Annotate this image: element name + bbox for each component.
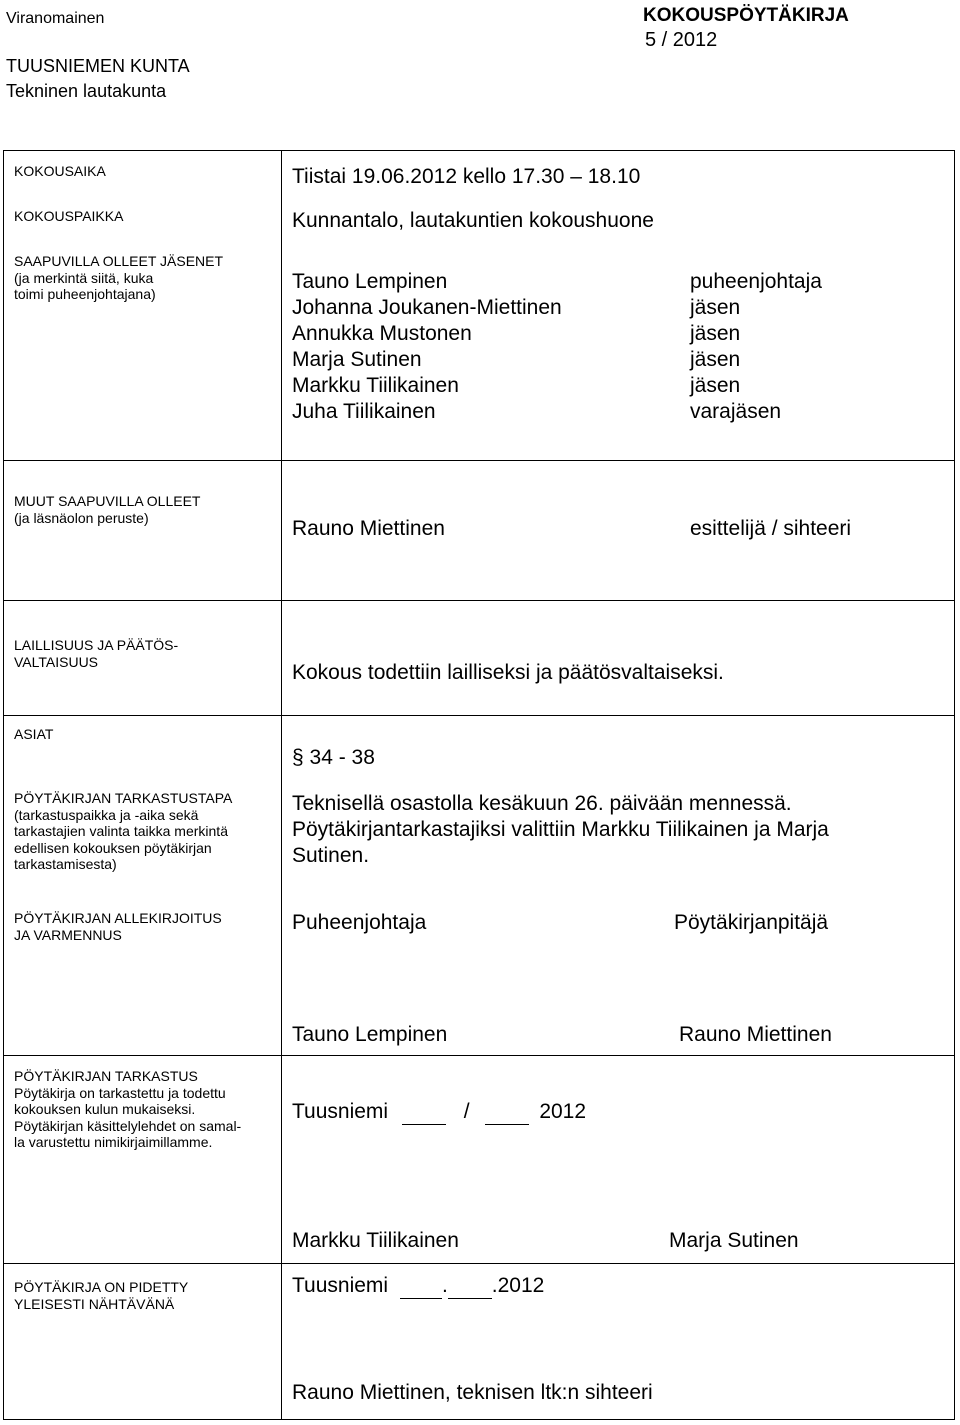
blank-day-field	[400, 1276, 442, 1299]
inspector-2-name: Marja Sutinen	[669, 1229, 799, 1252]
inspection-label: PÖYTÄKIRJAN TARKASTUS Pöytäkirja on tarkastettu ja todettu kokouksen kulun mukaiseksi. Pöytäkirjan käsittelylehdet on samal- la varustettu nimikirjaimillamme.	[14, 1068, 242, 1150]
public-place: Tuusniemi	[292, 1274, 389, 1297]
public-display-date	[292, 1273, 544, 1299]
secretary-name: Rauno Miettinen	[679, 1023, 832, 1046]
legality-value: Kokous todettiin lailliseksi ja päätösvaltaiseksi.	[292, 661, 724, 684]
public-signer: Rauno Miettinen, teknisen ltk:n sihteeri	[292, 1381, 653, 1404]
document-number: 5 / 2012	[645, 29, 718, 51]
inspection-place: Tuusniemi	[292, 1100, 389, 1123]
others-label: MUUT SAAPUVILLA OLLEET (ja läsnäolon peruste)	[14, 493, 201, 526]
chair-title: Puheenjohtaja	[292, 911, 427, 934]
row-divider	[3, 600, 955, 601]
public-year: .2012	[491, 1274, 545, 1297]
member-name: Tauno Lempinen	[292, 270, 448, 293]
row-divider	[3, 1055, 955, 1056]
inspector-1-name: Markku Tiilikainen	[292, 1229, 459, 1252]
board-name: Tekninen lautakunta	[6, 81, 167, 101]
members-label: SAAPUVILLA OLLEET JÄSENET (ja merkintä siitä, kuka toimi puheenjohtajana)	[14, 253, 224, 302]
inspection-method-label: PÖYTÄKIRJAN TARKASTUSTAPA (tarkastuspaikka ja -aika sekä tarkastajien valinta taikka merkintä edellisen kokouksen pöytäkirjan tarkastamisesta)	[14, 790, 233, 872]
others-role: esittelijä / sihteeri	[690, 517, 852, 540]
date-separator: /	[463, 1100, 470, 1123]
member-role: puheenjohtaja	[690, 270, 822, 293]
inspection-method-value: Teknisellä osastolla kesäkuun 26. päivään mennessä. Pöytäkirjantarkastajiksi valittiin Markku Tiilikainen ja Marja Sutinen.	[292, 792, 829, 867]
row-divider	[3, 1263, 955, 1264]
meeting-time-value: Tiistai 19.06.2012 kello 17.30 – 18.10	[292, 165, 641, 188]
row-divider	[3, 715, 955, 716]
meeting-place-value: Kunnantalo, lautakuntien kokoushuone	[292, 209, 654, 232]
blank-month-field	[448, 1276, 492, 1299]
meeting-time-label: KOKOUSAIKA	[14, 163, 106, 179]
inspection-date	[292, 1099, 586, 1125]
member-roles	[690, 269, 822, 425]
member-role: jäsen	[690, 296, 741, 319]
member-role: jäsen	[690, 348, 741, 371]
publisher-label: Viranomainen	[6, 10, 105, 27]
member-name: Annukka Mustonen	[292, 322, 472, 345]
member-name: Markku Tiilikainen	[292, 374, 459, 397]
member-role: jäsen	[690, 322, 741, 345]
member-role: jäsen	[690, 374, 741, 397]
member-role: varajäsen	[690, 400, 782, 423]
others-name: Rauno Miettinen	[292, 517, 445, 540]
row-divider	[3, 460, 955, 461]
meeting-place-label: KOKOUSPAIKKA	[14, 208, 124, 224]
secretary-title: Pöytäkirjanpitäjä	[674, 911, 829, 934]
date-dot: .	[441, 1274, 448, 1297]
member-names	[292, 269, 562, 425]
signatures-label: PÖYTÄKIRJAN ALLEKIRJOITUS JA VARMENNUS	[14, 910, 222, 943]
legality-label: LAILLISUUS JA PÄÄTÖS- VALTAISUUS	[14, 637, 179, 670]
inspection-year: 2012	[539, 1100, 587, 1123]
blank-day-field	[402, 1102, 446, 1125]
member-name: Marja Sutinen	[292, 348, 422, 371]
column-divider	[281, 150, 282, 1420]
municipality-name: TUUSNIEMEN KUNTA	[6, 56, 190, 76]
member-name: Juha Tiilikainen	[292, 400, 436, 423]
matters-label: ASIAT	[14, 726, 54, 742]
matters-value: § 34 - 38	[292, 746, 375, 769]
blank-month-field	[485, 1102, 529, 1125]
member-name: Johanna Joukanen-Miettinen	[292, 296, 562, 319]
public-display-label: PÖYTÄKIRJA ON PIDETTY YLEISESTI NÄHTÄVÄNÄ	[14, 1279, 189, 1312]
document-type: KOKOUSPÖYTÄKIRJA	[643, 5, 849, 26]
chair-name: Tauno Lempinen	[292, 1023, 448, 1046]
